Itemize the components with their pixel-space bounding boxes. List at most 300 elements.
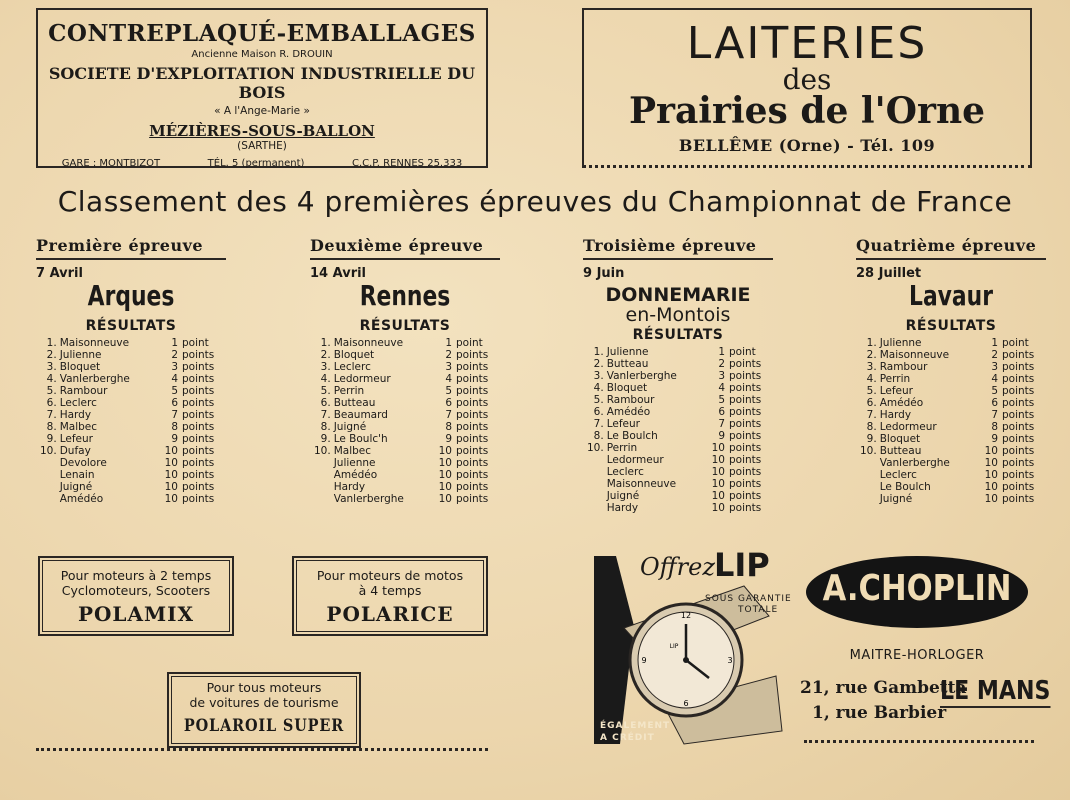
result-row <box>587 418 767 430</box>
lip-credit-2: A CRÉDIT <box>600 733 655 743</box>
result-points: 10 <box>984 445 998 457</box>
result-points: 1 <box>171 337 178 349</box>
result-row <box>587 430 767 442</box>
result-row <box>40 469 220 481</box>
result-points: 5 <box>991 385 998 397</box>
ad-polamix-text2: Cyclomoteurs, Scooters <box>61 583 211 598</box>
result-name: Hardy <box>333 481 366 493</box>
result-unit: points <box>182 469 215 481</box>
ad-polarice-text1: Pour moteurs de motos <box>316 568 464 583</box>
result-unit: points <box>456 385 489 397</box>
watch-9: 9 <box>641 656 647 665</box>
result-unit: point <box>729 346 756 358</box>
result-rank <box>40 493 60 505</box>
result-rank: 8. <box>320 421 331 433</box>
ad-polamix-brand: POLAMIX <box>77 602 195 626</box>
watch-dial-brand: LIP <box>669 643 679 650</box>
lip-credit-1: ÉGALEMENT <box>600 721 671 731</box>
result-unit: points <box>729 418 762 430</box>
result-unit: points <box>1002 433 1035 445</box>
result-row <box>314 361 494 373</box>
result-unit: points <box>456 409 489 421</box>
result-points: 6 <box>718 406 725 418</box>
result-name: Butteau <box>333 397 376 409</box>
result-points: 5 <box>718 394 725 406</box>
result-rank: 1. <box>46 337 57 349</box>
result-row <box>40 361 220 373</box>
result-unit: points <box>182 361 215 373</box>
results-label: RÉSULTATS <box>85 318 177 334</box>
result-name: Lefeur <box>606 418 640 430</box>
result-row <box>314 421 494 433</box>
result-rank: 8. <box>866 421 877 433</box>
result-rank: 9. <box>866 433 877 445</box>
result-row <box>314 493 494 505</box>
ad-polaroil-text <box>167 672 361 710</box>
ad-laiteries <box>582 8 1032 168</box>
result-unit: points <box>182 433 215 445</box>
bottom-dotted-line <box>36 748 488 755</box>
ad-contreplaque-contact <box>38 158 486 169</box>
result-name: Rambour <box>606 394 655 406</box>
result-name: Vanlerberghe <box>59 373 130 385</box>
result-points: 10 <box>711 454 725 466</box>
result-row <box>587 466 767 478</box>
result-points: 10 <box>164 457 178 469</box>
result-name: Bloquet <box>59 361 101 373</box>
result-points: 8 <box>991 421 998 433</box>
ad-contreplaque-gare: GARE : MONTBIZOT <box>61 158 161 169</box>
result-name: Leclerc <box>606 466 644 478</box>
result-unit: points <box>729 442 762 454</box>
result-row <box>860 481 1040 493</box>
results-table <box>314 337 494 505</box>
ad-polaroil-text2: de voitures de tourisme <box>189 695 339 710</box>
ad-polaroil-brand: POLAROIL SUPER <box>183 716 345 736</box>
stage-column-3 <box>583 236 773 514</box>
result-name: Bloquet <box>879 433 921 445</box>
result-row <box>314 469 494 481</box>
result-unit: points <box>1002 421 1035 433</box>
result-rank: 7. <box>46 409 57 421</box>
result-row <box>860 469 1040 481</box>
stage-heading: Première épreuve <box>36 236 226 260</box>
result-row <box>587 370 767 382</box>
result-name: Amédéo <box>333 469 378 481</box>
watch-12: 12 <box>680 611 692 620</box>
result-points: 9 <box>718 430 725 442</box>
result-rank: 4. <box>866 373 877 385</box>
result-name: Juigné <box>59 481 93 493</box>
result-unit: points <box>182 385 215 397</box>
result-row <box>587 358 767 370</box>
result-points: 10 <box>438 469 452 481</box>
result-name: Lefeur <box>59 433 93 445</box>
result-rank: 6. <box>866 397 877 409</box>
result-rank: 2. <box>320 349 331 361</box>
result-points: 7 <box>991 409 998 421</box>
result-row <box>40 349 220 361</box>
result-unit: points <box>729 358 762 370</box>
results-table <box>40 337 220 505</box>
result-row <box>40 421 220 433</box>
ad-polarice <box>292 556 488 636</box>
result-rank <box>314 481 334 493</box>
result-rank: 2. <box>46 349 57 361</box>
result-rank: 3. <box>593 370 604 382</box>
result-name: Malbec <box>59 421 98 433</box>
result-row <box>587 490 767 502</box>
result-row <box>587 382 767 394</box>
result-points: 10 <box>164 445 178 457</box>
result-row <box>860 337 1040 349</box>
result-rank: 9. <box>46 433 57 445</box>
ad-laiteries-line4: BELLÊME (Orne) - Tél. 109 <box>678 136 936 155</box>
result-rank: 5. <box>866 385 877 397</box>
stage-city: Rennes <box>359 279 451 312</box>
result-name: Perrin <box>333 385 365 397</box>
result-rank: 8. <box>46 421 57 433</box>
lip-offer-text: Offrez <box>640 553 715 581</box>
result-name: Vanlerberghe <box>606 370 677 382</box>
result-points: 10 <box>438 445 452 457</box>
result-unit: points <box>456 469 489 481</box>
result-name: Butteau <box>606 358 649 370</box>
result-points: 7 <box>718 418 725 430</box>
result-points: 2 <box>991 349 998 361</box>
result-name: Ledormeur <box>606 454 664 466</box>
result-unit: points <box>182 409 215 421</box>
result-name: Juigné <box>333 421 367 433</box>
result-row <box>314 349 494 361</box>
result-rank: 6. <box>593 406 604 418</box>
result-unit: points <box>456 481 489 493</box>
stage-heading: Deuxième épreuve <box>310 236 500 260</box>
result-unit: points <box>182 493 215 505</box>
result-points: 9 <box>171 433 178 445</box>
result-name: Ledormeur <box>333 373 391 385</box>
result-unit: points <box>729 478 762 490</box>
stage-city-line2: en-Montois <box>625 304 731 326</box>
result-name: Juigné <box>606 490 640 502</box>
result-points: 10 <box>711 466 725 478</box>
result-name: Amédéo <box>59 493 104 505</box>
stage-heading: Quatrième épreuve <box>856 236 1046 260</box>
result-points: 6 <box>991 397 998 409</box>
lip-black-band <box>594 556 634 744</box>
result-points: 2 <box>171 349 178 361</box>
result-rank: 7. <box>593 418 604 430</box>
result-unit: point <box>182 337 209 349</box>
result-unit: points <box>729 370 762 382</box>
result-rank <box>40 469 60 481</box>
result-rank <box>587 454 607 466</box>
choplin-title: MAITRE-HORLOGER <box>849 648 985 663</box>
result-points: 4 <box>171 373 178 385</box>
stage-date: 28 Juillet <box>856 266 922 281</box>
result-row <box>860 397 1040 409</box>
stage-heading: Troisième épreuve <box>583 236 773 260</box>
result-name: Hardy <box>606 502 639 514</box>
ad-polarice-text <box>292 556 488 598</box>
page-title: Classement des 4 premières épreuves du Championnat de France <box>57 185 1013 218</box>
ad-contreplaque-company: SOCIETE D'EXPLOITATION INDUSTRIELLE DU BOIS <box>48 64 476 102</box>
result-rank: 7. <box>320 409 331 421</box>
result-unit: points <box>729 406 762 418</box>
result-name: Julienne <box>333 457 376 469</box>
result-rank: 1. <box>866 337 877 349</box>
result-points: 10 <box>438 481 452 493</box>
result-points: 3 <box>718 370 725 382</box>
stage-date: 14 Avril <box>310 266 367 281</box>
result-row <box>587 346 767 358</box>
result-row <box>40 385 220 397</box>
result-rank: 9. <box>320 433 331 445</box>
result-points: 10 <box>438 457 452 469</box>
ad-polaroil <box>167 672 361 748</box>
choplin-name: A.CHOPLIN <box>822 568 1012 609</box>
result-points: 4 <box>718 382 725 394</box>
result-unit: points <box>1002 349 1035 361</box>
result-row <box>860 433 1040 445</box>
result-name: Julienne <box>606 346 649 358</box>
result-unit: points <box>1002 481 1035 493</box>
result-unit: points <box>456 361 489 373</box>
result-points: 4 <box>445 373 452 385</box>
result-name: Butteau <box>879 445 922 457</box>
ad-polarice-text2: à 4 temps <box>358 583 422 598</box>
watch-6: 6 <box>683 699 689 708</box>
stage-date: 7 Avril <box>36 266 83 281</box>
result-rank: 1. <box>593 346 604 358</box>
result-name: Lenain <box>59 469 95 481</box>
stage-date: 9 Juin <box>583 266 625 281</box>
result-row <box>860 445 1040 457</box>
result-row <box>314 397 494 409</box>
result-points: 1 <box>718 346 725 358</box>
result-name: Perrin <box>879 373 911 385</box>
result-points: 10 <box>984 493 998 505</box>
result-row <box>314 481 494 493</box>
ad-laiteries-line1: LAITERIES <box>686 18 928 69</box>
result-row <box>40 433 220 445</box>
result-unit: points <box>456 373 489 385</box>
stage-column-4 <box>856 236 1046 505</box>
result-rank: 5. <box>593 394 604 406</box>
result-points: 10 <box>164 481 178 493</box>
result-name: Perrin <box>606 442 638 454</box>
result-points: 9 <box>991 433 998 445</box>
result-unit: points <box>182 421 215 433</box>
result-rank: 2. <box>866 349 877 361</box>
result-unit: points <box>729 394 762 406</box>
result-rank <box>40 481 60 493</box>
result-points: 1 <box>445 337 452 349</box>
result-points: 10 <box>984 481 998 493</box>
result-points: 10 <box>984 457 998 469</box>
result-rank <box>587 478 607 490</box>
result-name: Bloquet <box>606 382 648 394</box>
result-row <box>587 442 767 454</box>
result-rank: 10. <box>860 445 877 457</box>
result-name: Devolore <box>59 457 107 469</box>
result-name: Bloquet <box>333 349 375 361</box>
result-rank <box>314 469 334 481</box>
ad-contreplaque-name: CONTREPLAQUÉ-EMBALLAGES <box>48 20 476 47</box>
result-points: 10 <box>711 502 725 514</box>
result-rank: 6. <box>320 397 331 409</box>
result-unit: points <box>182 481 215 493</box>
lip-guarantee-2: TOTALE <box>738 605 779 615</box>
result-points: 4 <box>991 373 998 385</box>
result-rank: 10. <box>40 445 57 457</box>
results-label: RÉSULTATS <box>632 327 724 343</box>
result-unit: point <box>456 337 483 349</box>
result-points: 10 <box>711 442 725 454</box>
result-rank: 3. <box>866 361 877 373</box>
result-rank <box>587 466 607 478</box>
result-row <box>860 421 1040 433</box>
lip-brand: LIP <box>714 546 770 584</box>
result-rank <box>860 457 880 469</box>
result-rank: 1. <box>320 337 331 349</box>
result-points: 10 <box>438 493 452 505</box>
result-points: 10 <box>164 493 178 505</box>
result-unit: points <box>456 433 489 445</box>
result-name: Leclerc <box>59 397 97 409</box>
result-row <box>314 385 494 397</box>
result-row <box>40 373 220 385</box>
ad-contreplaque-town: MÉZIÈRES-SOUS-BALLON <box>149 122 375 140</box>
result-name: Maisonneuve <box>879 349 950 361</box>
choplin-address-1: 21, rue Gambetta <box>800 678 967 698</box>
watch-center <box>683 657 689 663</box>
result-points: 7 <box>171 409 178 421</box>
result-name: Julienne <box>59 349 102 361</box>
result-unit: points <box>182 349 215 361</box>
result-name: Hardy <box>879 409 912 421</box>
result-unit: points <box>456 421 489 433</box>
result-row <box>314 337 494 349</box>
result-name: Rambour <box>879 361 928 373</box>
stage-column-1 <box>36 236 226 505</box>
result-row <box>860 457 1040 469</box>
result-points: 10 <box>164 469 178 481</box>
result-rank: 4. <box>320 373 331 385</box>
result-unit: points <box>456 457 489 469</box>
result-rank <box>587 502 607 514</box>
result-name: Maisonneuve <box>59 337 130 349</box>
result-rank: 3. <box>320 361 331 373</box>
ad-contreplaque-ccp: C.C.P. RENNES 25.333 <box>351 158 463 169</box>
result-rank: 4. <box>593 382 604 394</box>
result-unit: points <box>1002 445 1035 457</box>
result-rank: 4. <box>46 373 57 385</box>
result-name: Beaumard <box>333 409 388 421</box>
ad-laiteries-dotted-border <box>582 165 1032 172</box>
result-points: 9 <box>445 433 452 445</box>
ad-laiteries-line3: Prairies de l'Orne <box>628 90 986 132</box>
result-row <box>860 385 1040 397</box>
ad-polaroil-text1: Pour tous moteurs <box>206 680 322 695</box>
result-unit: points <box>182 373 215 385</box>
ad-laiteries-frame <box>582 8 1032 168</box>
result-unit: points <box>456 397 489 409</box>
stage-city: Arques <box>87 279 175 312</box>
result-name: Maisonneuve <box>333 337 404 349</box>
result-rank <box>587 490 607 502</box>
result-points: 1 <box>991 337 998 349</box>
result-row <box>40 409 220 421</box>
result-name: Le Boulch <box>606 430 658 442</box>
result-name: Amédéo <box>606 406 651 418</box>
result-rank: 6. <box>46 397 57 409</box>
ad-contreplaque-former: Ancienne Maison R. DROUIN <box>191 49 333 60</box>
result-points: 10 <box>711 490 725 502</box>
result-points: 2 <box>445 349 452 361</box>
ad-polamix <box>38 556 234 636</box>
result-row <box>587 394 767 406</box>
stage-city: DONNEMARIE <box>605 284 751 306</box>
result-row <box>587 502 767 514</box>
result-name: Dufay <box>59 445 91 457</box>
lip-credit <box>600 720 670 744</box>
choplin-city: LE MANS <box>940 676 1051 706</box>
result-name: Amédéo <box>879 397 924 409</box>
result-unit: points <box>182 445 215 457</box>
ad-polamix-text <box>38 556 234 598</box>
result-unit: points <box>729 490 762 502</box>
stage-city: Lavaur <box>909 279 993 312</box>
result-row <box>587 478 767 490</box>
result-row <box>40 493 220 505</box>
result-row <box>860 373 1040 385</box>
result-unit: points <box>729 382 762 394</box>
result-unit: points <box>182 397 215 409</box>
result-rank: 5. <box>320 385 331 397</box>
result-row <box>860 349 1040 361</box>
result-unit: points <box>1002 373 1035 385</box>
result-name: Vanlerberghe <box>333 493 404 505</box>
result-unit: points <box>729 466 762 478</box>
result-row <box>40 337 220 349</box>
result-rank: 5. <box>46 385 57 397</box>
result-row <box>587 454 767 466</box>
result-row <box>40 445 220 457</box>
result-rank: 3. <box>46 361 57 373</box>
result-row <box>860 361 1040 373</box>
result-points: 2 <box>718 358 725 370</box>
ad-polamix-text1: Pour moteurs à 2 temps <box>60 568 212 583</box>
result-name: Lefeur <box>879 385 913 397</box>
ad-laiteries-line2: des <box>782 63 832 96</box>
result-points: 5 <box>445 385 452 397</box>
result-name: Hardy <box>59 409 92 421</box>
result-row <box>314 457 494 469</box>
result-rank <box>40 457 60 469</box>
result-unit: points <box>1002 361 1035 373</box>
ad-contreplaque-place: « A l'Ange-Marie » <box>214 105 310 117</box>
ad-contreplaque-tel: TÉL. 5 (permanent) <box>207 158 305 169</box>
result-row <box>40 397 220 409</box>
result-rank <box>860 493 880 505</box>
result-row <box>314 445 494 457</box>
result-name: Le Boulch <box>879 481 931 493</box>
result-points: 10 <box>984 469 998 481</box>
result-unit: points <box>729 454 762 466</box>
result-name: Vanlerberghe <box>879 457 950 469</box>
result-unit: points <box>1002 457 1035 469</box>
